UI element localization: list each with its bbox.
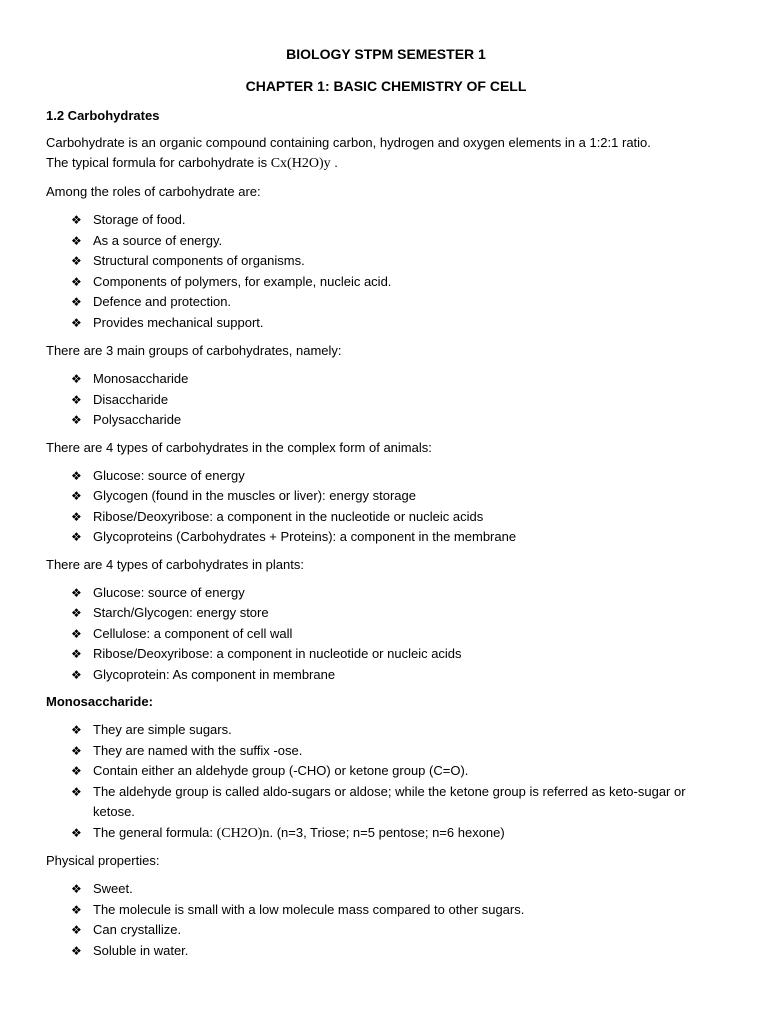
diamond-bullet-icon: ❖	[71, 392, 82, 407]
physical-list	[46, 879, 726, 961]
diamond-bullet-icon: ❖	[71, 825, 82, 840]
general-formula: (CH2O)n	[216, 825, 270, 841]
list-item-text: Polysaccharide	[93, 412, 182, 427]
list-item	[46, 231, 726, 252]
animals-list	[46, 466, 726, 548]
intro-paragraph	[46, 133, 726, 174]
intro-line-2	[46, 153, 726, 174]
list-item-text: Monosaccharide	[93, 371, 189, 386]
chapter-title: CHAPTER 1: BASIC CHEMISTRY OF CELL	[245, 78, 527, 94]
diamond-bullet-icon: ❖	[71, 213, 82, 227]
general-formula-suffix: . (n=3, Triose; n=5 pentose; n=6 hexone)	[269, 824, 505, 840]
list-item-text: Starch/Glycogen: energy store	[93, 605, 269, 620]
list-item-text: Sweet.	[93, 881, 133, 896]
roles-list	[46, 210, 726, 333]
list-item	[46, 527, 726, 548]
list-item-text: Glucose: source of energy	[93, 584, 245, 600]
carbohydrate-formula: Cx(H2O)y	[270, 156, 331, 171]
diamond-bullet-icon: ❖	[71, 743, 82, 758]
list-item	[46, 603, 726, 624]
list-item-text: Glycogen (found in the muscles or liver): energy storage	[93, 488, 416, 503]
monosaccharide-heading: Monosaccharide:	[46, 694, 153, 709]
list-item	[46, 486, 726, 507]
list-item	[46, 583, 726, 604]
diamond-bullet-icon: ❖	[71, 882, 82, 896]
list-item-text: Components of polymers, for example, nucleic acid.	[93, 273, 392, 289]
list-item-text: They are simple sugars.	[93, 722, 232, 737]
general-formula-prefix: The general formula:	[93, 824, 217, 840]
diamond-bullet-icon: ❖	[71, 647, 82, 661]
animals-lead: There are 4 types of carbohydrates in the complex form of animals:	[46, 439, 432, 455]
list-item	[46, 761, 726, 782]
monosaccharide-list	[46, 720, 726, 844]
intro-line-2-end: .	[330, 155, 338, 170]
plants-lead: There are 4 types of carbohydrates in plants:	[46, 556, 304, 572]
diamond-bullet-icon: ❖	[71, 468, 82, 483]
list-item	[46, 251, 726, 272]
list-item	[46, 720, 726, 741]
roles-lead: Among the roles of carbohydrate are:	[46, 184, 261, 199]
diamond-bullet-icon: ❖	[71, 509, 82, 524]
diamond-bullet-icon: ❖	[71, 585, 82, 600]
list-item-text: Contain either an aldehyde group (-CHO) or ketone group (C=O).	[93, 763, 469, 778]
plants-list	[46, 583, 726, 686]
list-item	[46, 823, 726, 845]
list-item	[46, 879, 726, 900]
diamond-bullet-icon: ❖	[71, 606, 82, 620]
list-item-text: The aldehyde group is called aldo-sugars or aldose; while the ketone group is referred as keto-sugar or ketose.	[93, 783, 686, 819]
list-item-text: Ribose/Deoxyribose: a component in the nucleotide or nucleic acids	[93, 508, 484, 524]
diamond-bullet-icon: ❖	[71, 295, 82, 309]
diamond-bullet-icon: ❖	[71, 254, 82, 268]
list-item-text: Glucose: source of energy	[93, 467, 245, 483]
list-item	[46, 390, 726, 411]
intro-line-2-text: The typical formula for carbohydrate is	[46, 155, 271, 170]
diamond-bullet-icon: ❖	[71, 372, 82, 386]
diamond-bullet-icon: ❖	[71, 233, 82, 248]
list-item	[46, 369, 726, 390]
document-page	[46, 44, 726, 961]
diamond-bullet-icon: ❖	[71, 784, 82, 799]
list-item	[46, 410, 726, 431]
list-item	[46, 920, 726, 941]
diamond-bullet-icon: ❖	[71, 723, 82, 737]
list-item-text: As a source of energy.	[93, 232, 223, 248]
diamond-bullet-icon: ❖	[71, 764, 82, 778]
list-item-text: Storage of food.	[93, 212, 186, 227]
diamond-bullet-icon: ❖	[71, 530, 82, 544]
list-item	[46, 272, 726, 293]
list-item	[46, 644, 726, 665]
diamond-bullet-icon: ❖	[71, 626, 82, 641]
diamond-bullet-icon: ❖	[71, 315, 82, 330]
list-item	[46, 782, 726, 823]
list-item-text: Glycoprotein: As component in membrane	[93, 666, 336, 682]
groups-lead: There are 3 main groups of carbohydrates, namely:	[46, 343, 342, 358]
diamond-bullet-icon: ❖	[71, 274, 82, 289]
physical-lead: Physical properties:	[46, 853, 160, 868]
list-item-text: Defence and protection.	[93, 294, 232, 309]
diamond-bullet-icon: ❖	[71, 923, 82, 937]
list-item	[46, 941, 726, 962]
diamond-bullet-icon: ❖	[71, 667, 82, 682]
list-item-text: Can crystallize.	[93, 922, 182, 937]
list-item	[46, 624, 726, 645]
list-item-text: Cellulose: a component of cell wall	[93, 625, 293, 641]
list-item	[46, 741, 726, 762]
list-item	[46, 313, 726, 334]
list-item	[46, 900, 726, 921]
list-item-text: Disaccharide	[93, 391, 169, 407]
list-item	[46, 210, 726, 231]
diamond-bullet-icon: ❖	[71, 489, 82, 503]
section-heading: 1.2 Carbohydrates	[46, 108, 160, 123]
list-item	[46, 507, 726, 528]
intro-line-1: Carbohydrate is an organic compound containing carbon, hydrogen and oxygen elements in a 1:2:1 ratio.	[46, 135, 651, 150]
list-item-text: Glycoproteins (Carbohydrates + Proteins): a component in the membrane	[93, 529, 517, 544]
list-item-text: Soluble in water.	[93, 942, 189, 958]
diamond-bullet-icon: ❖	[71, 943, 82, 958]
list-item-text: The molecule is small with a low molecule mass compared to other sugars.	[93, 901, 525, 917]
list-item	[46, 466, 726, 487]
groups-list	[46, 369, 726, 431]
list-item-text: Structural components of organisms.	[93, 253, 305, 268]
diamond-bullet-icon: ❖	[71, 413, 82, 427]
list-item-text: Ribose/Deoxyribose: a component in nucleotide or nucleic acids	[93, 646, 462, 661]
list-item	[46, 665, 726, 686]
list-item	[46, 292, 726, 313]
list-item-text: Provides mechanical support.	[93, 314, 264, 330]
diamond-bullet-icon: ❖	[71, 902, 82, 917]
document-title: BIOLOGY STPM SEMESTER 1	[286, 46, 486, 62]
list-item-text: They are named with the suffix -ose.	[93, 742, 303, 758]
